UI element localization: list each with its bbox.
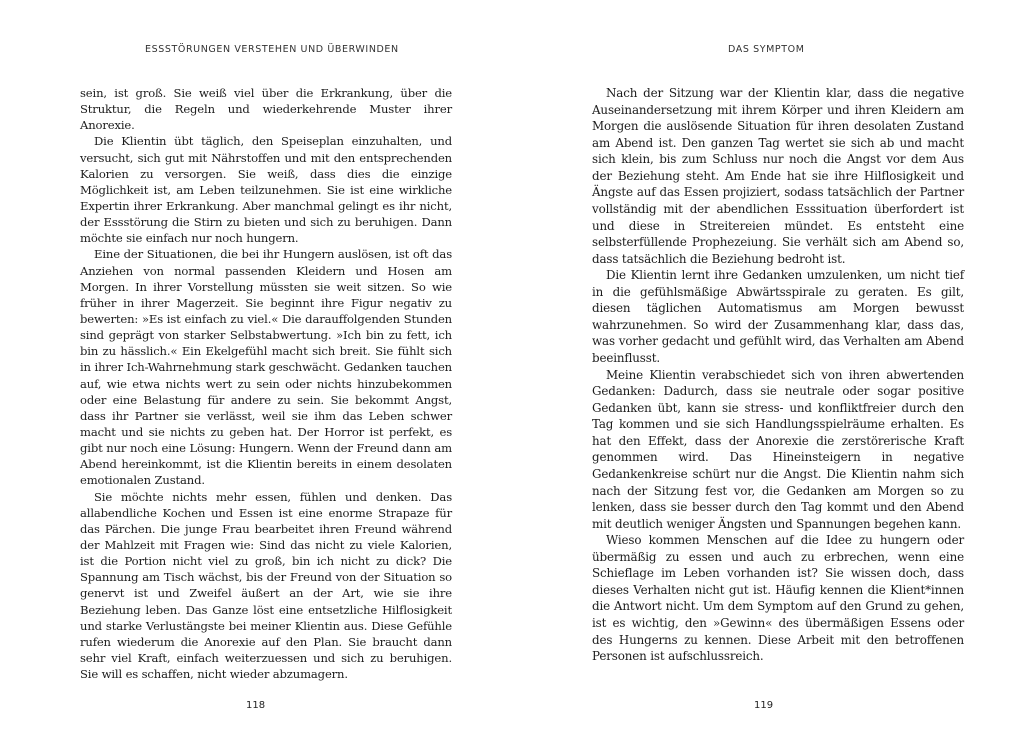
right-page-number: 119 <box>754 700 774 711</box>
paragraph: Die Klientin übt täglich, den Speiseplan einzuhalten, und versucht, sich gut mit Nährstoffen und mit den entsprechenden Kalorien zu versorgen. Sie weiß, dass dies die einzige Möglichkeit ist, am Leben teilzunehmen. Sie ist eine wirkliche Expertin ihrer Erkrankung. Aber manchmal gelingt es ihr nicht, der Essstörung die Stirn zu bieten und sich zu beruhigen. Dann möchte sie einfach nur noch hungern. <box>80 134 452 246</box>
paragraph: sein, ist groß. Sie weiß viel über die Erkrankung, über die Struktur, die Regeln und wiederkehrende Muster ihrer Anorexie. <box>80 86 452 133</box>
paragraph: Nach der Sitzung war der Klientin klar, dass die negative Auseinandersetzung mit ihrem Körper und ihren Kleidern am Morgen die auslösende Situation für ihren desolaten Zustand am Abend ist. Den ganzen Tag wertet sie sich ab und macht sich klein, bis zum Schluss nur noch die Angst vor dem Aus der Beziehung steht. Am Ende hat sie ihre Hilflosigkeit und Ängste auf das Essen projiziert, sodass tatsächlich der Partner vollständig mit der abendlichen Esssituation überfordert ist und diese in Streitereien mündet. Es entsteht eine selbsterfüllende Prophezeiung. Sie verhält sich am Abend so, dass tatsächlich die Beziehung bedroht ist. <box>592 86 964 266</box>
paragraph: Die Klientin lernt ihre Gedanken umzulenken, um nicht tief in die gefühlsmäßige Abwärtsspirale zu geraten. Es gilt, diesen täglichen Automatismus am Morgen bewusst wahrzunehmen. So wird der Zusammenhang klar, dass das, was vorher gedacht und gefühlt wird, das Verhalten am Abend beeinflusst. <box>592 268 964 365</box>
right-running-head: DAS SYMPTOM <box>728 44 805 55</box>
paragraph: Sie möchte nichts mehr essen, fühlen und denken. Das allabendliche Kochen und Essen ist eine enorme Strapaze für das Pärchen. Die junge Frau bearbeitet ihren Freund während der Mahlzeit mit Fragen wie: Sind das nicht zu viele Kalorien, ist die Portion nicht viel zu groß, bin ich nicht zu dick? Die Spannung am Tisch wächst, bis der Freund von der Situation so genervt ist und Zweifel äußert an der Art, wie sie ihre Beziehung leben. Das Ganze löst eine entsetzliche Hilflosigkeit und starke Verlustängste bei meiner Klientin aus. Diese Gefühle rufen wiederum die Anorexie auf den Plan. Sie braucht dann sehr viel Kraft, einfach weiterzuessen und sich zu beruhigen. Sie will es schaffen, nicht wieder abzumagern. <box>80 489 452 682</box>
right-page <box>510 0 1020 756</box>
right-body-text <box>592 85 964 665</box>
left-body-text <box>80 85 452 682</box>
paragraph: Wieso kommen Menschen auf die Idee zu hungern oder übermäßig zu essen und auch zu erbrechen, wenn eine Schieflage im Leben vorhanden ist? Sie wissen doch, dass dieses Verhalten nicht gut ist. Häufig kennen die Klient*innen die Antwort nicht. Um dem Symptom auf den Grund zu gehen, ist es wichtig, den »Gewinn« des übermäßigen Essens oder des Hungerns zu kennen. Diese Arbeit mit den betroffenen Personen ist aufschlussreich. <box>592 533 964 664</box>
paragraph: Eine der Situationen, die bei ihr Hungern auslösen, ist oft das Anziehen von normal passenden Kleidern und Hosen am Morgen. In ihrer Vorstellung müssten sie weit sitzen. So wie früher in ihrer Magerzeit. Sie beginnt ihre Figur negativ zu bewerten: »Es ist einfach zu viel.« Die darauffolgenden Stunden sind geprägt von starker Selbstabwertung. »Ich bin zu fett, ich bin zu hässlich.« Ein Ekelgefühl macht sich breit. Sie fühlt sich in ihrer Ich-Wahrnehmung stark geschwächt. Gedanken tauchen auf, wie etwa nichts wert zu sein oder nichts hinzubekommen oder eine Belastung für andere zu sein. Sie bekommt Angst, dass ihr Partner sie verlässt, weil sie ihm das Leben schwer macht und sie nichts zu geben hat. Der Horror ist perfekt, es gibt nur noch eine Lösung: Hungern. Wenn der Freund dann am Abend hereinkommt, ist die Klientin bereits in einem desolaten emotionalen Zustand. <box>80 247 452 488</box>
paragraph: Meine Klientin verabschiedet sich von ihren abwertenden Gedanken: Dadurch, dass sie neutrale oder sogar positive Gedanken übt, kann sie stress- und konfliktfreier durch den Tag kommen und sie sich Handlungsspielräume erhalten. Es hat den Effekt, dass der Anorexie die zerstörerische Kraft genommen wird. Das Hineinsteigern in negative Gedankenkreise schürt nur die Angst. Die Klientin nahm sich nach der Sitzung fest vor, die Gedanken am Morgen so zu lenken, dass sie besser durch den Tag kommt und den Abend mit deutlich weniger Ängsten und Spannungen begehen kann. <box>592 367 964 531</box>
left-page-number: 118 <box>246 700 266 711</box>
left-running-head: ESSSTÖRUNGEN VERSTEHEN UND ÜBERWINDEN <box>145 44 399 55</box>
